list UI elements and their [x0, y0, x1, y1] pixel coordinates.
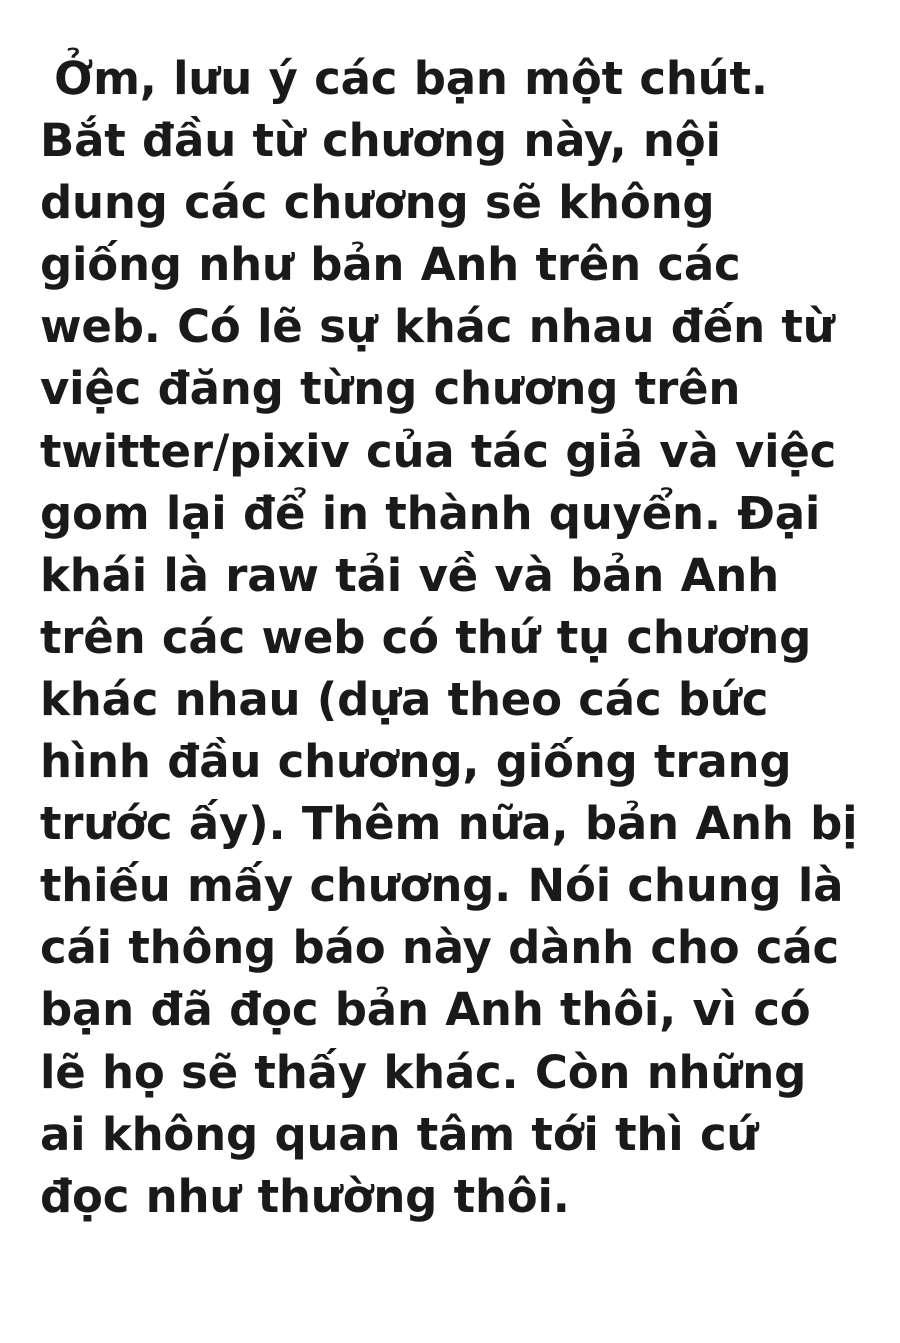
translator-note-text: Ởm, lưu ý các bạn một chút. Bắt đầu từ chương này, nội dung các chương sẽ không giống như bản Anh trên các web. Có lẽ sự khác nhau đến từ việc đăng từng chương trên twitter/pixiv của tác giả và việc gom lại để in thành quyển. Đại khái là raw tải về và bản Anh trên các web có thứ tụ chương khác nhau (dựa theo các bức hình đầu chương, giống trang trước ấy). Thêm nữa, bản Anh bị thiếu mấy chương. Nói chung là cái thông báo này dành cho các bạn đã đọc bản Anh thôi, vì có lẽ họ sẽ thấy khác. Còn những ai không quan tâm tới thì cứ đọc như thường thôi. [40, 52, 858, 1223]
